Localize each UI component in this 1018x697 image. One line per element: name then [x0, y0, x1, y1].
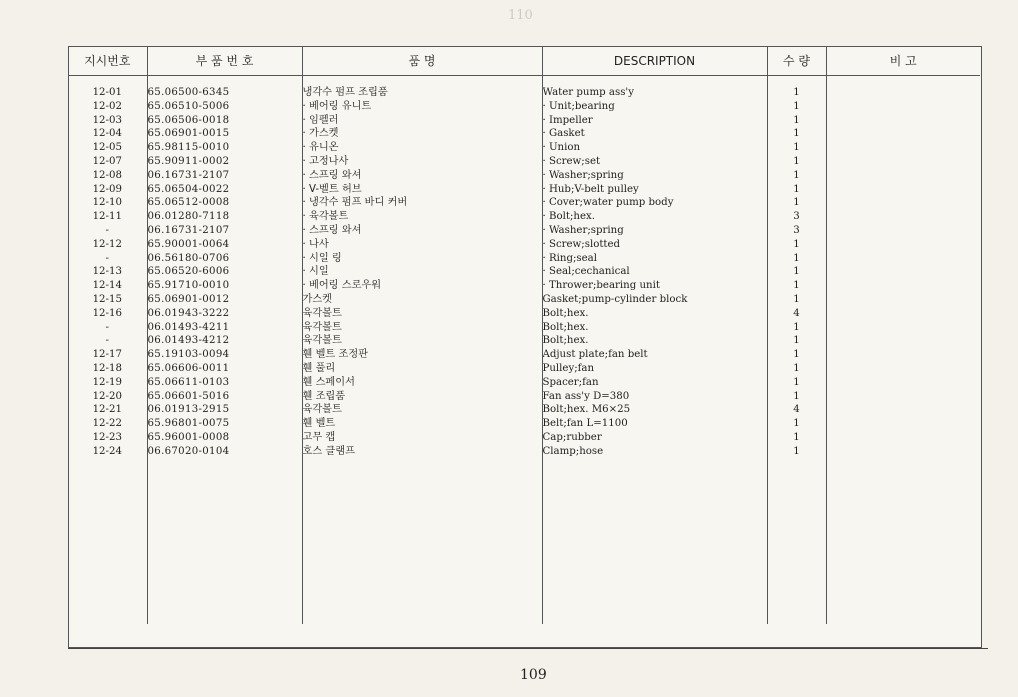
index-cell: 12-09	[92, 183, 122, 195]
quantity-cell: 1	[767, 127, 826, 141]
header-description: DESCRIPTION	[542, 46, 767, 76]
part-name-cell: · 고정나사	[302, 155, 542, 169]
quantity-cell: 1	[767, 238, 826, 252]
quantity-cell: 3	[767, 210, 826, 224]
part-number-cell: 06.67020-0104	[147, 445, 302, 459]
table-row	[68, 445, 980, 459]
part-number-cell: 65.91710-0010	[147, 279, 302, 293]
table-row	[68, 265, 980, 279]
description-cell: · Impeller	[542, 114, 767, 128]
part-name-cell: · 육각볼트	[302, 210, 542, 224]
part-number-cell: 65.06601-5016	[147, 390, 302, 404]
description-cell: · Screw;set	[542, 155, 767, 169]
part-number-cell: 65.90911-0002	[147, 155, 302, 169]
remarks-cell	[826, 76, 980, 100]
remarks-cell	[826, 307, 980, 321]
quantity-cell: 1	[767, 169, 826, 183]
description-cell: Cap;rubber	[542, 431, 767, 445]
remarks-cell	[826, 321, 980, 335]
table-row	[68, 238, 980, 252]
table-row	[68, 155, 980, 169]
part-number-cell: 06.16731-2107	[147, 224, 302, 238]
part-name-cell: 냉각수 펌프 조립품	[302, 76, 542, 100]
part-number-cell: 65.96001-0008	[147, 431, 302, 445]
part-name-cell: · 냉각수 펌프 바디 커버	[302, 196, 542, 210]
index-cell: 12-08	[92, 169, 122, 181]
part-name-cell: · 시일	[302, 265, 542, 279]
index-cell: 12-17	[92, 349, 122, 361]
remarks-cell	[826, 169, 980, 183]
quantity-cell: 1	[767, 141, 826, 155]
description-cell: · Union	[542, 141, 767, 155]
remarks-cell	[826, 334, 980, 348]
description-cell: · Hub;V-belt pulley	[542, 183, 767, 197]
filler-cell	[302, 459, 542, 624]
description-cell: Gasket;pump-cylinder block	[542, 293, 767, 307]
description-cell: · Bolt;hex.	[542, 210, 767, 224]
table-row	[68, 76, 980, 100]
quantity-cell: 1	[767, 334, 826, 348]
index-cell: -	[105, 335, 109, 347]
remarks-cell	[826, 141, 980, 155]
remarks-cell	[826, 265, 980, 279]
quantity-cell: 1	[767, 196, 826, 210]
part-name-cell: · 스프링 와셔	[302, 224, 542, 238]
description-cell: · Screw;slotted	[542, 238, 767, 252]
table-row	[68, 183, 980, 197]
table-row	[68, 307, 980, 321]
part-name-cell: 휀 벨트	[302, 417, 542, 431]
remarks-cell	[826, 417, 980, 431]
quantity-cell: 1	[767, 376, 826, 390]
part-name-cell: 고무 캡	[302, 431, 542, 445]
part-number-cell: 06.01280-7118	[147, 210, 302, 224]
description-cell: · Cover;water pump body	[542, 196, 767, 210]
index-cell: 12-10	[92, 197, 122, 209]
page-number: 109	[520, 667, 547, 683]
quantity-cell: 1	[767, 362, 826, 376]
table-row	[68, 279, 980, 293]
part-name-cell: · 유니온	[302, 141, 542, 155]
part-name-cell: · 임펠러	[302, 114, 542, 128]
part-number-cell: 06.56180-0706	[147, 252, 302, 266]
quantity-cell: 1	[767, 348, 826, 362]
description-cell: · Thrower;bearing unit	[542, 279, 767, 293]
remarks-cell	[826, 155, 980, 169]
quantity-cell: 4	[767, 307, 826, 321]
filler-cell	[767, 459, 826, 624]
part-number-cell: 06.01913-2915	[147, 403, 302, 417]
part-name-cell: · V-벨트 허브	[302, 183, 542, 197]
index-cell: 12-13	[92, 266, 122, 278]
part-name-cell: 가스켓	[302, 293, 542, 307]
bleed-through-page-number: 110	[508, 8, 533, 23]
quantity-cell: 1	[767, 293, 826, 307]
remarks-cell	[826, 252, 980, 266]
part-name-cell: · 베어링 스로우워	[302, 279, 542, 293]
header-part-name: 품 명	[302, 46, 542, 76]
filler-cell	[542, 459, 767, 624]
part-number-cell: 65.96801-0075	[147, 417, 302, 431]
quantity-cell: 1	[767, 114, 826, 128]
remarks-cell	[826, 390, 980, 404]
filler-row	[68, 459, 980, 624]
part-number-cell: 65.19103-0094	[147, 348, 302, 362]
table-row	[68, 127, 980, 141]
remarks-cell	[826, 348, 980, 362]
quantity-cell: 3	[767, 224, 826, 238]
remarks-cell	[826, 279, 980, 293]
remarks-cell	[826, 362, 980, 376]
description-cell: · Seal;cechanical	[542, 265, 767, 279]
description-cell: Adjust plate;fan belt	[542, 348, 767, 362]
remarks-cell	[826, 376, 980, 390]
table-row	[68, 362, 980, 376]
index-cell: -	[105, 321, 109, 333]
index-cell: 12-02	[92, 100, 122, 112]
quantity-cell: 1	[767, 417, 826, 431]
remarks-cell	[826, 100, 980, 114]
table-row	[68, 114, 980, 128]
table-row	[68, 334, 980, 348]
header-index: 지시번호	[68, 46, 147, 76]
index-cell: 12-23	[92, 431, 122, 443]
description-cell: · Washer;spring	[542, 224, 767, 238]
filler-cell	[826, 459, 980, 624]
quantity-cell: 1	[767, 100, 826, 114]
remarks-cell	[826, 224, 980, 238]
quantity-cell: 1	[767, 76, 826, 100]
index-cell: 12-04	[92, 128, 122, 140]
index-cell: 12-01	[92, 87, 122, 98]
remarks-cell	[826, 445, 980, 459]
part-number-cell: 65.06510-5006	[147, 100, 302, 114]
index-cell: 12-16	[92, 307, 122, 319]
part-name-cell: 호스 클램프	[302, 445, 542, 459]
description-cell: · Washer;spring	[542, 169, 767, 183]
table-row	[68, 417, 980, 431]
part-number-cell: 65.06500-6345	[147, 76, 302, 100]
part-number-cell: 65.06512-0008	[147, 196, 302, 210]
quantity-cell: 1	[767, 445, 826, 459]
table-row	[68, 141, 980, 155]
part-name-cell: 휀 조립품	[302, 390, 542, 404]
table-row	[68, 321, 980, 335]
remarks-cell	[826, 403, 980, 417]
remarks-cell	[826, 210, 980, 224]
header-remarks: 비 고	[826, 46, 980, 76]
index-cell: 12-14	[92, 280, 122, 292]
index-cell: 12-22	[92, 418, 122, 430]
table-row	[68, 403, 980, 417]
index-cell: 12-21	[92, 404, 122, 416]
index-cell: -	[105, 252, 109, 264]
description-cell: Belt;fan L=1100	[542, 417, 767, 431]
part-name-cell: 육각볼트	[302, 334, 542, 348]
description-cell: Clamp;hose	[542, 445, 767, 459]
remarks-cell	[826, 183, 980, 197]
table-body	[68, 76, 980, 624]
description-cell: Fan ass'y D=380	[542, 390, 767, 404]
index-cell: 12-24	[92, 445, 122, 457]
quantity-cell: 4	[767, 403, 826, 417]
table-row	[68, 210, 980, 224]
description-cell: · Ring;seal	[542, 252, 767, 266]
quantity-cell: 1	[767, 279, 826, 293]
remarks-cell	[826, 114, 980, 128]
part-number-cell: 65.06606-0011	[147, 362, 302, 376]
header-quantity: 수 량	[767, 46, 826, 76]
quantity-cell: 1	[767, 321, 826, 335]
remarks-cell	[826, 238, 980, 252]
part-number-cell: 06.01943-3222	[147, 307, 302, 321]
description-cell: Bolt;hex.	[542, 307, 767, 321]
index-cell: 12-07	[92, 155, 122, 167]
table-row	[68, 224, 980, 238]
quantity-cell: 1	[767, 183, 826, 197]
quantity-cell: 1	[767, 265, 826, 279]
part-name-cell: · 가스켓	[302, 127, 542, 141]
description-cell: Pulley;fan	[542, 362, 767, 376]
part-name-cell: · 시일 링	[302, 252, 542, 266]
index-cell: 12-15	[92, 293, 122, 305]
part-name-cell: 육각볼트	[302, 307, 542, 321]
description-cell: Bolt;hex.	[542, 334, 767, 348]
part-number-cell: 65.06901-0015	[147, 127, 302, 141]
part-number-cell: 06.01493-4211	[147, 321, 302, 335]
table-row	[68, 390, 980, 404]
index-cell: 12-12	[92, 238, 122, 250]
description-cell: · Unit;bearing	[542, 100, 767, 114]
bottom-rule	[68, 648, 988, 649]
filler-cell	[147, 459, 302, 624]
part-name-cell: 휀 벨트 조정판	[302, 348, 542, 362]
quantity-cell: 1	[767, 155, 826, 169]
part-name-cell: 육각볼트	[302, 321, 542, 335]
index-cell: -	[105, 224, 109, 236]
part-number-cell: 65.98115-0010	[147, 141, 302, 155]
table-row	[68, 196, 980, 210]
table-row	[68, 252, 980, 266]
remarks-cell	[826, 127, 980, 141]
header-part-number: 부 품 번 호	[147, 46, 302, 76]
part-number-cell: 06.16731-2107	[147, 169, 302, 183]
part-name-cell: · 스프링 와셔	[302, 169, 542, 183]
parts-table	[68, 46, 980, 624]
table-row	[68, 376, 980, 390]
table-row	[68, 169, 980, 183]
table-row	[68, 348, 980, 362]
index-cell: 12-05	[92, 142, 122, 154]
index-cell: 12-19	[92, 376, 122, 388]
description-cell: Bolt;hex. M6×25	[542, 403, 767, 417]
remarks-cell	[826, 431, 980, 445]
part-name-cell: 휀 풀리	[302, 362, 542, 376]
index-cell: 12-11	[92, 211, 122, 223]
index-cell: 12-03	[92, 114, 122, 126]
part-number-cell: 65.90001-0064	[147, 238, 302, 252]
part-number-cell: 65.06504-0022	[147, 183, 302, 197]
part-name-cell: 휀 스페이서	[302, 376, 542, 390]
index-cell: 12-18	[92, 362, 122, 374]
description-cell: Bolt;hex.	[542, 321, 767, 335]
part-name-cell: · 베어링 유니트	[302, 100, 542, 114]
remarks-cell	[826, 293, 980, 307]
filler-cell	[68, 459, 147, 624]
quantity-cell: 1	[767, 431, 826, 445]
part-number-cell: 65.06901-0012	[147, 293, 302, 307]
index-cell: 12-20	[92, 390, 122, 402]
part-number-cell: 65.06520-6006	[147, 265, 302, 279]
part-number-cell: 65.06506-0018	[147, 114, 302, 128]
part-name-cell: 육각볼트	[302, 403, 542, 417]
remarks-cell	[826, 196, 980, 210]
quantity-cell: 1	[767, 252, 826, 266]
part-number-cell: 65.06611-0103	[147, 376, 302, 390]
table-header-row	[68, 46, 980, 76]
table-row	[68, 100, 980, 114]
table-row	[68, 293, 980, 307]
description-cell: Spacer;fan	[542, 376, 767, 390]
part-number-cell: 06.01493-4212	[147, 334, 302, 348]
part-name-cell: · 나사	[302, 238, 542, 252]
description-cell: · Gasket	[542, 127, 767, 141]
description-cell: Water pump ass'y	[542, 76, 767, 100]
table-row	[68, 431, 980, 445]
quantity-cell: 1	[767, 390, 826, 404]
